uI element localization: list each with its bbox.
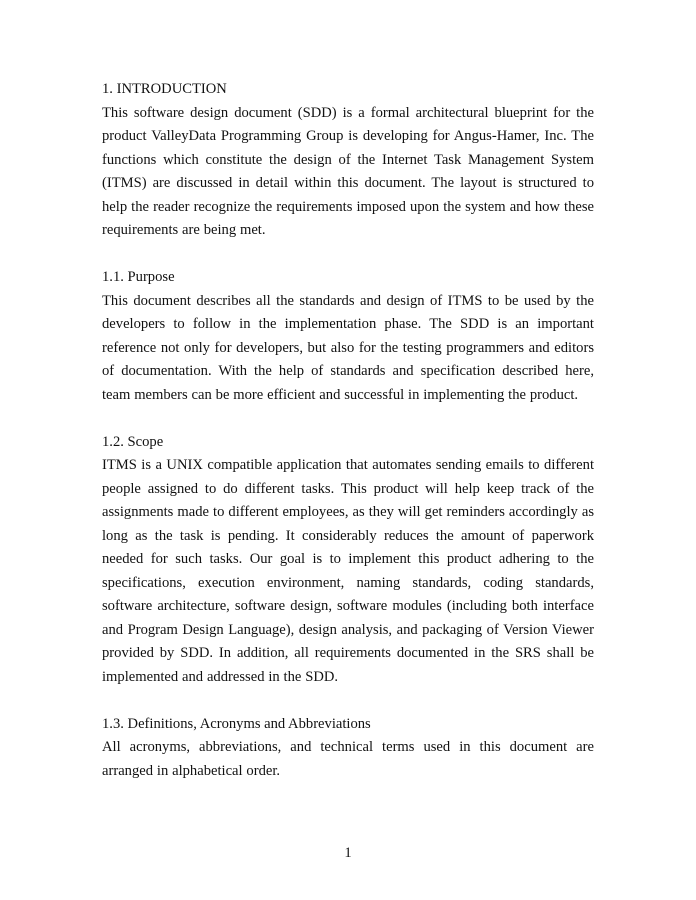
section-scope <box>102 431 594 690</box>
section-heading: 1.2. Scope <box>102 433 164 450</box>
section-heading: 1. INTRODUCTION <box>102 81 227 97</box>
section-paragraph: This document describes all the standards and design of ITMS to be used by the developers to follow in the implementation phase. The SDD is an important reference not only for developers, but also for the testing programmers and editors of documentation. With the help of standards and specification described here, team members can be more efficient and successful in implementing the product. <box>102 292 594 403</box>
section-definitions <box>102 713 594 784</box>
section-heading: 1.1. Purpose <box>102 269 175 285</box>
section-purpose <box>102 266 594 407</box>
section-paragraph: All acronyms, abbreviations, and technical terms used in this document are arranged in alphabetical order. <box>102 739 594 779</box>
section-introduction <box>102 78 594 243</box>
section-paragraph: This software design document (SDD) is a formal architectural blueprint for the product ValleyData Programming Group is developing for Angus-Hamer, Inc. The functions which constitute the design of the Internet Task Management System (ITMS) are discussed in detail within this document. The layout is structured to help the reader recognize the requirements imposed upon the system and how these requirements are being met. <box>102 104 594 238</box>
document-body <box>102 78 594 807</box>
section-paragraph: ITMS is a UNIX compatible application that automates sending emails to different people assigned to do different tasks. This product will help keep track of the assignments made to different employees, as they will get reminders accordingly as long as the task is pending. It considerably reduces the amount of paperwork needed for such tasks. Our goal is to implement this product adhering to the specifications, execution environment, naming standards, coding standards, software architecture, software design, software modules (including both interface and Program Design Language), design analysis, and packaging of Version Viewer provided by SDD. In addition, all requirements documented in the SRS shall be implemented and addressed in the SDD. <box>102 457 594 685</box>
page-number: 1 <box>344 845 352 861</box>
section-heading: 1.3. Definitions, Acronyms and Abbreviations <box>102 715 371 732</box>
